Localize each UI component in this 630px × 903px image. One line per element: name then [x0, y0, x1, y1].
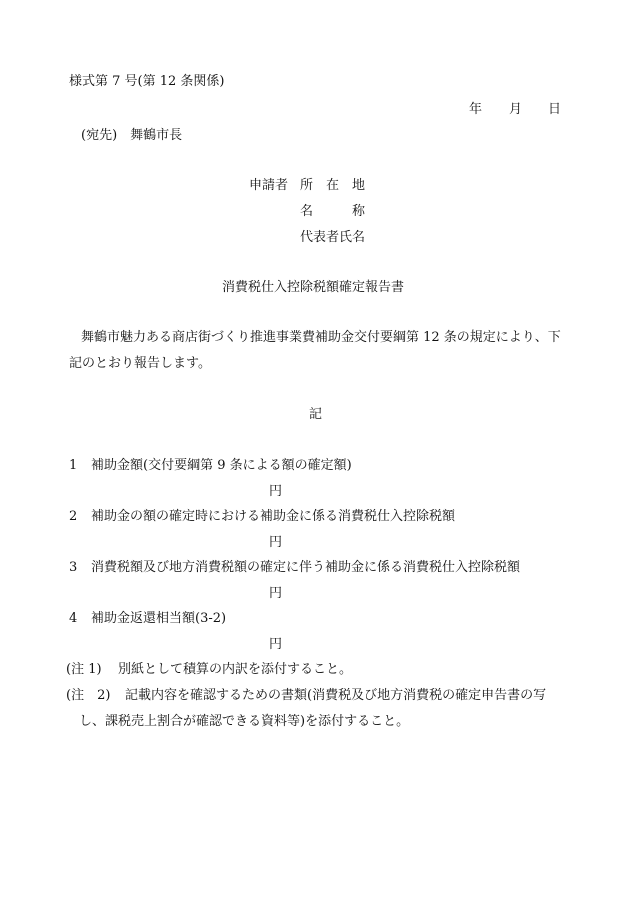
- body-line-2: 記のとおり報告します。: [69, 356, 211, 371]
- item-unit: 円: [269, 484, 283, 499]
- date-day-label: 日: [548, 102, 562, 117]
- ki-heading: 記: [309, 407, 323, 422]
- note-label: (注 2): [66, 688, 111, 703]
- addressee: (宛先) 舞鶴市長: [81, 128, 183, 143]
- form-number: 様式第 7 号(第 12 条関係): [69, 74, 225, 89]
- item-number: 3: [69, 560, 78, 575]
- item-text: 消費税額及び地方消費税額の確定に伴う補助金に係る消費税仕入控除税額: [91, 560, 521, 575]
- item-text: 補助金額(交付要綱第 9 条による額の確定額): [91, 458, 352, 473]
- note-text-continued: し、課税売上割合が確認できる資料等)を添付すること。: [79, 714, 410, 729]
- document-title: 消費税仕入控除税額確定報告書: [222, 280, 405, 295]
- note-text: 記載内容を確認するための書類(消費税及び地方消費税の確定申告書の写: [125, 688, 547, 703]
- item-text: 補助金の額の確定時における補助金に係る消費税仕入控除税額: [91, 509, 456, 524]
- item-number: 2: [69, 509, 78, 524]
- item-unit: 円: [269, 637, 283, 652]
- item-unit: 円: [269, 586, 283, 601]
- item-number: 1: [69, 458, 78, 473]
- item-text: 補助金返還相当額(3-2): [91, 611, 227, 626]
- item-number: 4: [69, 611, 78, 626]
- representative-label: 代表者氏名: [300, 230, 366, 245]
- body-line-1: 舞鶴市魅力ある商店街づくり推進事業費補助金交付要綱第 12 条の規定により、下: [81, 330, 561, 345]
- applicant-label: 申請者: [249, 178, 289, 193]
- note-text: 別紙として積算の内訳を添付すること。: [118, 662, 353, 677]
- date-month-label: 月: [509, 102, 523, 117]
- address-label: 所 在 地: [300, 178, 366, 193]
- item-unit: 円: [269, 535, 283, 550]
- name-label: 名 称: [300, 204, 366, 219]
- note-label: (注 1): [66, 662, 102, 677]
- date-year-label: 年: [469, 102, 483, 117]
